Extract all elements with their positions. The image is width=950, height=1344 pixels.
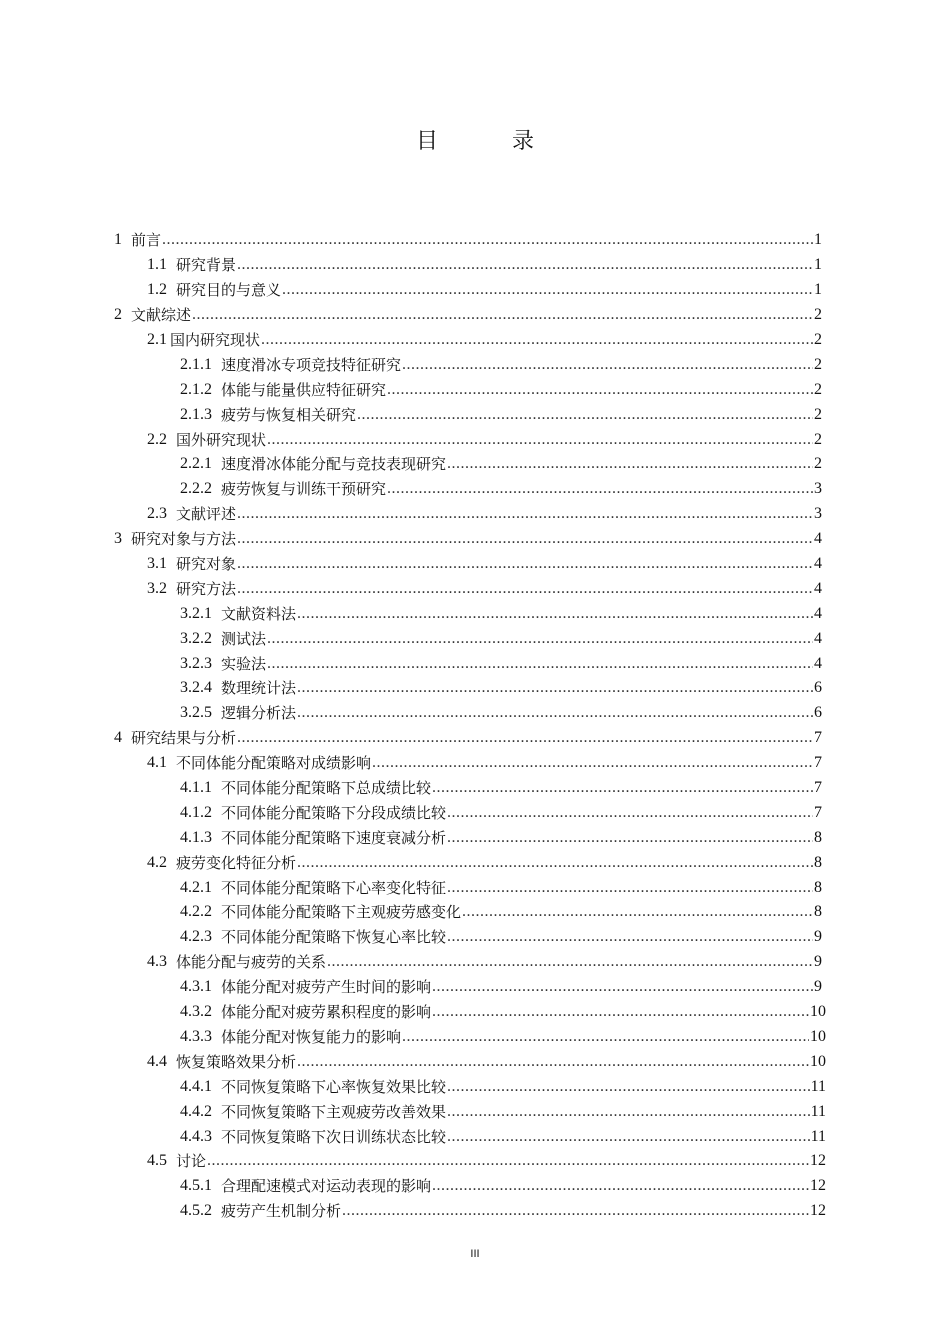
toc-entry-page: 2 [814,455,822,473]
toc-entry[interactable] [0,228,950,253]
toc-entry-page: 4 [814,654,822,672]
toc-entry-number: 2.2.1 [180,455,212,473]
toc-entry-title: 体能与能量供应特征研究 [221,380,387,399]
toc-dot-leader [447,878,813,898]
toc-dot-leader [237,529,813,549]
toc-entry-title: 疲劳与恢复相关研究 [221,405,357,424]
toc-entry-page: 9 [814,928,822,946]
toc-entry[interactable] [0,850,950,875]
toc-entry-title: 不同恢复策略下次日训练状态比较 [221,1127,447,1146]
toc-entry-page: 1 [814,256,822,274]
toc-dot-leader [297,853,813,873]
toc-entry[interactable] [0,552,950,577]
toc-entry-page: 9 [814,978,822,996]
toc-entry-page: 4 [814,604,822,622]
toc-entry[interactable] [0,452,950,477]
toc-entry-title: 不同体能分配策略对成绩影响 [176,754,372,773]
toc-entry-title: 疲劳产生机制分析 [221,1202,342,1221]
toc-dot-leader [162,230,813,250]
toc-entry[interactable] [0,352,950,377]
toc-entry[interactable] [0,328,950,353]
toc-dot-leader [282,280,813,300]
toc-entry-page: 2 [814,331,822,348]
toc-entry[interactable] [0,950,950,975]
toc-entry-title: 体能分配对疲劳产生时间的影响 [221,978,432,997]
toc-entry[interactable] [0,1049,950,1074]
toc-entry-title: 不同体能分配策略下速度衰减分析 [221,828,447,847]
toc-entry-title: 研究背景 [176,256,237,275]
toc-entry[interactable] [0,800,950,825]
toc-entry-number: 3.1 [147,555,167,573]
toc-dot-leader [387,479,813,499]
toc-entry-number: 3 [114,530,122,548]
toc-entry-title: 文献综述 [131,306,192,325]
toc-dot-leader [447,1127,810,1147]
toc-entry-number: 4.1.1 [180,779,212,797]
toc-entry[interactable] [0,701,950,726]
toc-entry-number: 4.3.1 [180,978,212,996]
toc-entry-title: 实验法 [221,654,267,673]
toc-entry-page: 10 [810,1027,826,1045]
toc-entry[interactable] [0,825,950,850]
toc-entry-title: 数理统计法 [221,679,297,698]
toc-entry[interactable] [0,253,950,278]
toc-dot-leader [192,305,813,325]
toc-entry-number: 2.1.1 [180,355,212,373]
toc-dot-leader [267,629,813,649]
toc-entry-number: 4.3.2 [180,1003,212,1021]
toc-entry-title: 前言 [131,231,162,250]
toc-dot-leader [447,927,813,947]
toc-entry[interactable] [0,1000,950,1025]
toc-dot-leader [342,1201,809,1221]
toc-entry-page: 4 [814,629,822,647]
toc-entry[interactable] [0,676,950,701]
toc-entry-title: 不同体能分配策略下心率变化特征 [221,878,447,897]
toc-entry-page: 6 [814,679,822,697]
toc-entry-number: 1.1 [147,256,167,274]
toc-entry-page: 8 [814,828,822,846]
toc-entry-title: 不同恢复策略下心率恢复效果比较 [221,1077,447,1096]
toc-entry[interactable] [0,427,950,452]
toc-dot-leader [297,703,813,723]
toc-entry-title: 研究对象 [176,555,237,574]
toc-dot-leader [432,977,813,997]
toc-dot-leader [462,902,813,922]
toc-entry-title: 体能分配对疲劳累积程度的影响 [221,1003,432,1022]
toc-entry-page: 11 [810,1127,826,1145]
toc-entry-page: 11 [810,1102,826,1120]
toc-entry-page: 12 [810,1177,826,1195]
toc-entry-title: 不同体能分配策略下主观疲劳感变化 [221,903,462,922]
toc-entry-page: 2 [814,405,822,423]
toc-entry-title: 逻辑分析法 [221,704,297,723]
toc-entry[interactable] [0,651,950,676]
toc-entry-number: 4.5.1 [180,1177,212,1195]
toc-dot-leader [237,554,813,574]
toc-entry-title: 体能分配对恢复能力的影响 [221,1027,402,1046]
toc-entry-page: 9 [814,953,822,971]
toc-entry-title: 体能分配与疲劳的关系 [176,953,327,972]
toc-entry-number: 3.2.5 [180,704,212,722]
toc-entry-title: 疲劳恢复与训练干预研究 [221,480,387,499]
toc-dot-leader [372,753,813,773]
toc-dot-leader [387,380,813,400]
toc-entry[interactable] [0,900,950,925]
toc-entry-page: 12 [810,1202,826,1220]
toc-entry[interactable] [0,1174,950,1199]
toc-entry[interactable] [0,626,950,651]
toc-entry[interactable] [0,377,950,402]
toc-entry-page: 8 [814,903,822,921]
toc-entry-title: 研究结果与分析 [131,729,237,748]
toc-entry-number: 2.2 [147,430,167,448]
toc-entry-page: 4 [814,530,822,548]
toc-dot-leader [447,454,813,474]
toc-entry-page: 2 [814,430,822,448]
toc-dot-leader [297,678,813,698]
toc-entry-page: 10 [810,1052,826,1070]
toc-entry-title: 文献资料法 [221,604,297,623]
toc-dot-leader [447,803,813,823]
toc-entry-page: 12 [810,1152,826,1170]
toc-dot-leader [402,355,813,375]
toc-entry[interactable] [0,975,950,1000]
toc-dot-leader [357,405,813,425]
toc-entry-number: 2.3 [147,505,167,523]
toc-entry-number: 4.3.3 [180,1027,212,1045]
toc-entry-title: 不同体能分配策略下恢复心率比较 [221,928,447,947]
toc-entry-title: 研究对象与方法 [131,530,237,549]
toc-entry-page: 1 [814,281,822,299]
toc-entry-page: 6 [814,704,822,722]
toc-entry[interactable] [0,601,950,626]
toc-entry-number: 2.1.2 [180,380,212,398]
toc-entry-number: 4.4 [147,1052,167,1070]
toc-entry[interactable] [0,925,950,950]
toc-dot-leader [297,604,813,624]
toc-entry-number: 4.4.3 [180,1127,212,1145]
toc-entry-title: 测试法 [221,629,267,648]
toc-entry-page: 10 [810,1003,826,1021]
toc-entry[interactable] [0,1099,950,1124]
toc-dot-leader [261,330,813,350]
toc-entry-number: 2.2.2 [180,480,212,498]
toc-entry-number: 4.1 [147,754,167,772]
toc-entry-number: 2.1.3 [180,405,212,423]
toc-entry-number: 3.2.4 [180,679,212,697]
toc-entry[interactable] [0,875,950,900]
toc-entry-number: 1.2 [147,281,167,299]
page-number-footer: III [470,1248,480,1260]
toc-entry-number: 4.5.2 [180,1202,212,1220]
toc-dot-leader [447,1102,810,1122]
toc-entry-title: 恢复策略效果分析 [176,1052,297,1071]
toc-entry[interactable] [0,477,950,502]
toc-dot-leader [432,1002,809,1022]
toc-entry-page: 7 [814,803,822,821]
toc-entry-page: 7 [814,779,822,797]
toc-dot-leader [447,1077,810,1097]
toc-dot-leader [297,1052,809,1072]
toc-entry[interactable] [0,303,950,328]
toc-entry-number: 4.2 [147,853,167,871]
toc-entry-title: 不同体能分配策略下分段成绩比较 [221,803,447,822]
toc-entry-title: 速度滑冰专项竞技特征研究 [221,355,402,374]
toc-entry-number: 4.2.3 [180,928,212,946]
toc-entry-page: 7 [814,729,822,747]
toc-dot-leader [237,728,813,748]
toc-dot-leader [237,255,813,275]
toc-entry-page: 4 [814,555,822,573]
toc-entry[interactable] [0,527,950,552]
toc-entry-page: 7 [814,754,822,772]
toc-entry-number: 4.5 [147,1152,167,1170]
toc-entry-page: 8 [814,878,822,896]
toc-entry-title: 不同体能分配策略下总成绩比较 [221,779,432,798]
toc-entry-number: 3.2 [147,579,167,597]
toc-dot-leader [447,828,813,848]
toc-entry[interactable] [0,1199,950,1224]
toc-entry-page: 11 [810,1077,826,1095]
toc-entry-title: 速度滑冰体能分配与竞技表现研究 [221,455,447,474]
toc-entry[interactable] [0,726,950,751]
toc-entry-title: 不同恢复策略下主观疲劳改善效果 [221,1102,447,1121]
toc-entry-title: 疲劳变化特征分析 [176,853,297,872]
toc-entry[interactable] [0,1074,950,1099]
toc-entry-number: 4.3 [147,953,167,971]
toc-entry[interactable] [0,402,950,427]
toc-dot-leader [207,1151,809,1171]
toc-entry-page: 3 [814,505,822,523]
toc-dot-leader [237,504,813,524]
toc-entry-number: 2.1 [147,331,167,348]
toc-entry[interactable] [0,751,950,776]
toc-entry-number: 1 [114,231,122,249]
toc-entry-number: 4.4.2 [180,1102,212,1120]
toc-entry-title: 国外研究现状 [176,430,267,449]
toc-entry[interactable] [0,502,950,527]
toc-entry[interactable] [0,576,950,601]
toc-entry-page: 2 [814,355,822,373]
toc-entry-number: 3.2.2 [180,629,212,647]
toc-dot-leader [432,778,813,798]
toc-entry[interactable] [0,1124,950,1149]
toc-entry-page: 4 [814,579,822,597]
toc-entry-page: 2 [814,380,822,398]
toc-entry-number: 2 [114,306,122,324]
toc-entry-title: 国内研究现状 [170,331,261,349]
toc-entry-title: 讨论 [176,1152,207,1171]
toc-dot-leader [402,1027,809,1047]
toc-dot-leader [327,952,813,972]
toc-entry[interactable] [0,278,950,303]
toc-entry[interactable] [0,1025,950,1050]
toc-entry-page: 1 [814,231,822,249]
toc-dot-leader [267,654,813,674]
toc-dot-leader [237,579,813,599]
toc-dot-leader [267,430,813,450]
toc-entry-number: 4.4.1 [180,1077,212,1095]
toc-dot-leader [432,1176,809,1196]
toc-entry[interactable] [0,1149,950,1174]
toc-entry-number: 3.2.1 [180,604,212,622]
toc-entry-number: 4.2.2 [180,903,212,921]
toc-entry-title: 研究目的与意义 [176,281,282,300]
toc-entry-title: 研究方法 [176,579,237,598]
toc-entry-number: 4.1.3 [180,828,212,846]
toc-entry-title: 文献评述 [176,505,237,524]
toc-entry[interactable] [0,776,950,801]
toc-entry-page: 3 [814,480,822,498]
page-title: 目 录 [415,129,560,154]
toc-entry-number: 4.1.2 [180,803,212,821]
toc-entry-number: 3.2.3 [180,654,212,672]
toc-entry-page: 2 [814,306,822,324]
toc-entry-number: 4 [114,729,122,747]
toc-entry-number: 4.2.1 [180,878,212,896]
table-of-contents [0,228,950,1224]
toc-entry-page: 8 [814,853,822,871]
toc-entry-title: 合理配速模式对运动表现的影响 [221,1177,432,1196]
